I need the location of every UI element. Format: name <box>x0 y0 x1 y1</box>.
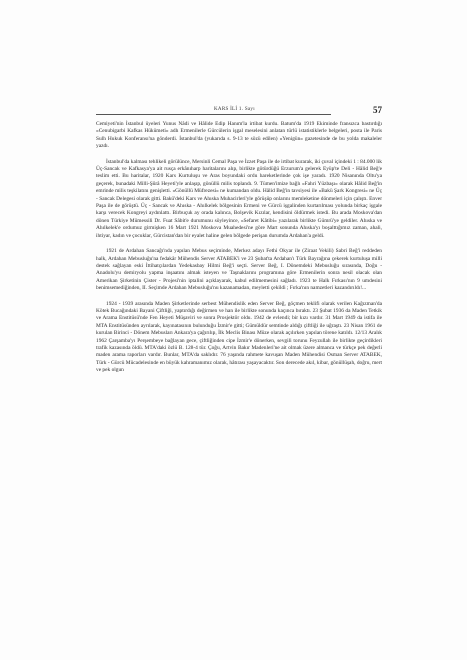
paragraph: 1921 de Ardahan Sancağı'nda yapılan Mebus seçiminde, Merkez adayı Fethi Okyar ile (Ziraat Vekili) Sabri Beğ'i reddeden halk, Ardahan Mebusluğu'na fedakâr Mühendis Server ATABEK'i ve 23 Şubat'ta Ardahan'ı Türk Bayrağına çekerek kurtuluşa milli destek sağlayan eski İttihatçılardan Yedekasbay Hilmi Beğ'i seçti. Server Beğ, I. Dönemdeki Mebusluğu sırasında, Doğu - Anadolu'yu demiryolu yapma inşaatını almak isteyen ve Taşnaklarını programına göre Ermenilerin sonra nesil olacak olan Amerikan Şirketinin Çister - Projesi'nin iptalini açıklayarak, kabul edilmemesini sağladı. 1923 te Halk Fırkası'nın 9 umdesini benimsemediğinden, II. Seçimde Ardahan Mebusluğu'nu kazanamadan, meyletti çekildi ; Fırka'nın namzetleri kazandırıldı!... <box>96 248 382 292</box>
paragraph: 1924 - 1939 arasında Maden Şirketlerinde serbest Mühendislik eden Server Beğ, göçmen teklifi olarak verilen Kağızman'da Kötek Bucağındaki Bayani Çiftliği, yaptırdığı değirmen ve han ile birlikte sonunda kaçınca bıraktı. 23 Şubat 1936 da Maden Tetkik ve Arama Enstitüsü'nde Fen Heyeti Müşaviri ve sonra Prosjektör oldu. 1942 de evlendi; bir kızı vardır. 31 Mart 1949 da istifa ile MTA Enstitüsünden ayrılarak, kayınatasının bulunduğu İzmir'e gitti; Gümüldür semtinde aldığı çiftliği ile uğraştı. 23 Nisan 1961 de kurulan Birinci - Dönem Mebusları Ankara'ya çağırılıp, İlk Meclis Binası Müze olarak açılırken yapılan törene katıldı. 12/13 Aralık 1962 Çarşamba'yı Perşembeye bağlayan gece, çiftliğinden cipe İzmir'e dönerken, sevgili torunu Feyzullah ile birlikte geçirdikleri trafik kazasında öldü. MTA'daki özlü B. 128-4 tür. Çoğu, Artvin Bakır Madenleri'ne ait olmak üzere almanca ve türkçe pek değerli maden arama raporları vardır. Bunlar, MTA'da saklıdır. 76 yaşında rahmete kavuşan Maden Mühendisi Osman Server ATABEK, Türk - Gürcü Mücadelesinde en büyük kahramanımız olarak, hâtırası yaşayacaktır. Son derecede akıl, kibar, gönüllüşah, doğru, mert ve pek olgun <box>96 300 382 374</box>
paragraph: İstanbul'da kalması tehlikeli görülünce, Mersinli Cemal Paşa ve İzzet Paşa ile de irtibat kurarak, iki çuval içindeki 1 : 84.000 lik Üç-Sancak ve Kafkasya'ya ait rusça erkânıharp haritalarını alıp, birlikte götürdüğü Erzurum'a gelerek Eyüp'te Deli - Hâlid Beğ'e teslim etti. Bu haritalar, 1920 Kars Kurtuluşu ve Aras boyundaki ordu hareketlerinde çok işe yaradı. 1920 Nisanında Oltu'ya geçerek, bunadaki Milli-Şûrâ Heyeti'yle anlaşıp, gönüllü milis toplandı. 9. Tümen'imize bağlı «Fahri Yüzbaşı» olarak Hâlid Beğ'in emrinde milis teşkilatını genişletti. «Gönüllü Müfrezesi» ne kumandan oldu. Hâlid Beğ'in tavsiyesi ile «Bakü Şark Kongresi» ne Üç - Sancak Delegesi olarak gitti. Bakü'deki Kars ve Ahıska Muhacirleri'yle görüşüp onlarını memleketine dönmeleri için çalıştı. Enver Paşa ile de görüştü. Üç - Sancak ve Ahıska - Ahılkelek bölgesinin Ermeni ve Gürcü işgalinden kurtarılması yolunda birkaç işgale karşı verecek Kongreyi aydınlattı. Birbuçuk ay orada kalınca, Bolşevik Kızılar, kendisini öldürmek istedi. Bu arada Moskova'dan dönen Türkiye Mümessili Dr. Fuat Sâbit'e durumunu söyleyince, «Sefaret Kâtibi» yazılarak birlikte Gümrü'ye geldiler. Ahıska ve Ahılkelek'e ordumuz girmişken 16 Mart 1921 Moskova Muahedesi'ne göre Mart sonunda Ahıska'yı boşalttığımız zaman, ahali, ihtiyar, kadın ve çocuklar, Gürcistan'dan bir eyalet haline gelen bölgede perişan durumda Ardahan'a geldi. <box>96 158 382 239</box>
page-number: 57 <box>373 105 382 115</box>
running-header <box>96 105 382 117</box>
paragraph: Cemiyeti'nin İstanbul üyeleri Yunus Nâdi ve Hâlide Edip Hanım'la irtibat kurdu. Batum'da 1919 Ekiminde fransızca bastırdığı «Cenubigarbi Kafkas Hükümeti» adlı Ermenilerle Gürcülerin işgal meselesini anlatan türlü istatistiklerle belgeleri, posta ile Paris Sulh Hukuk Konferansı'na gönderdi. İstanbul'da (yukarıda s. 9-13 te sözü edilen) «Yenigün» gazetesinde de bu yolda makaleler yazdı. <box>96 121 382 150</box>
header-rule <box>96 114 331 115</box>
article-body <box>96 121 382 383</box>
journal-title: KARS İLİ 1. Sayı <box>211 107 258 112</box>
